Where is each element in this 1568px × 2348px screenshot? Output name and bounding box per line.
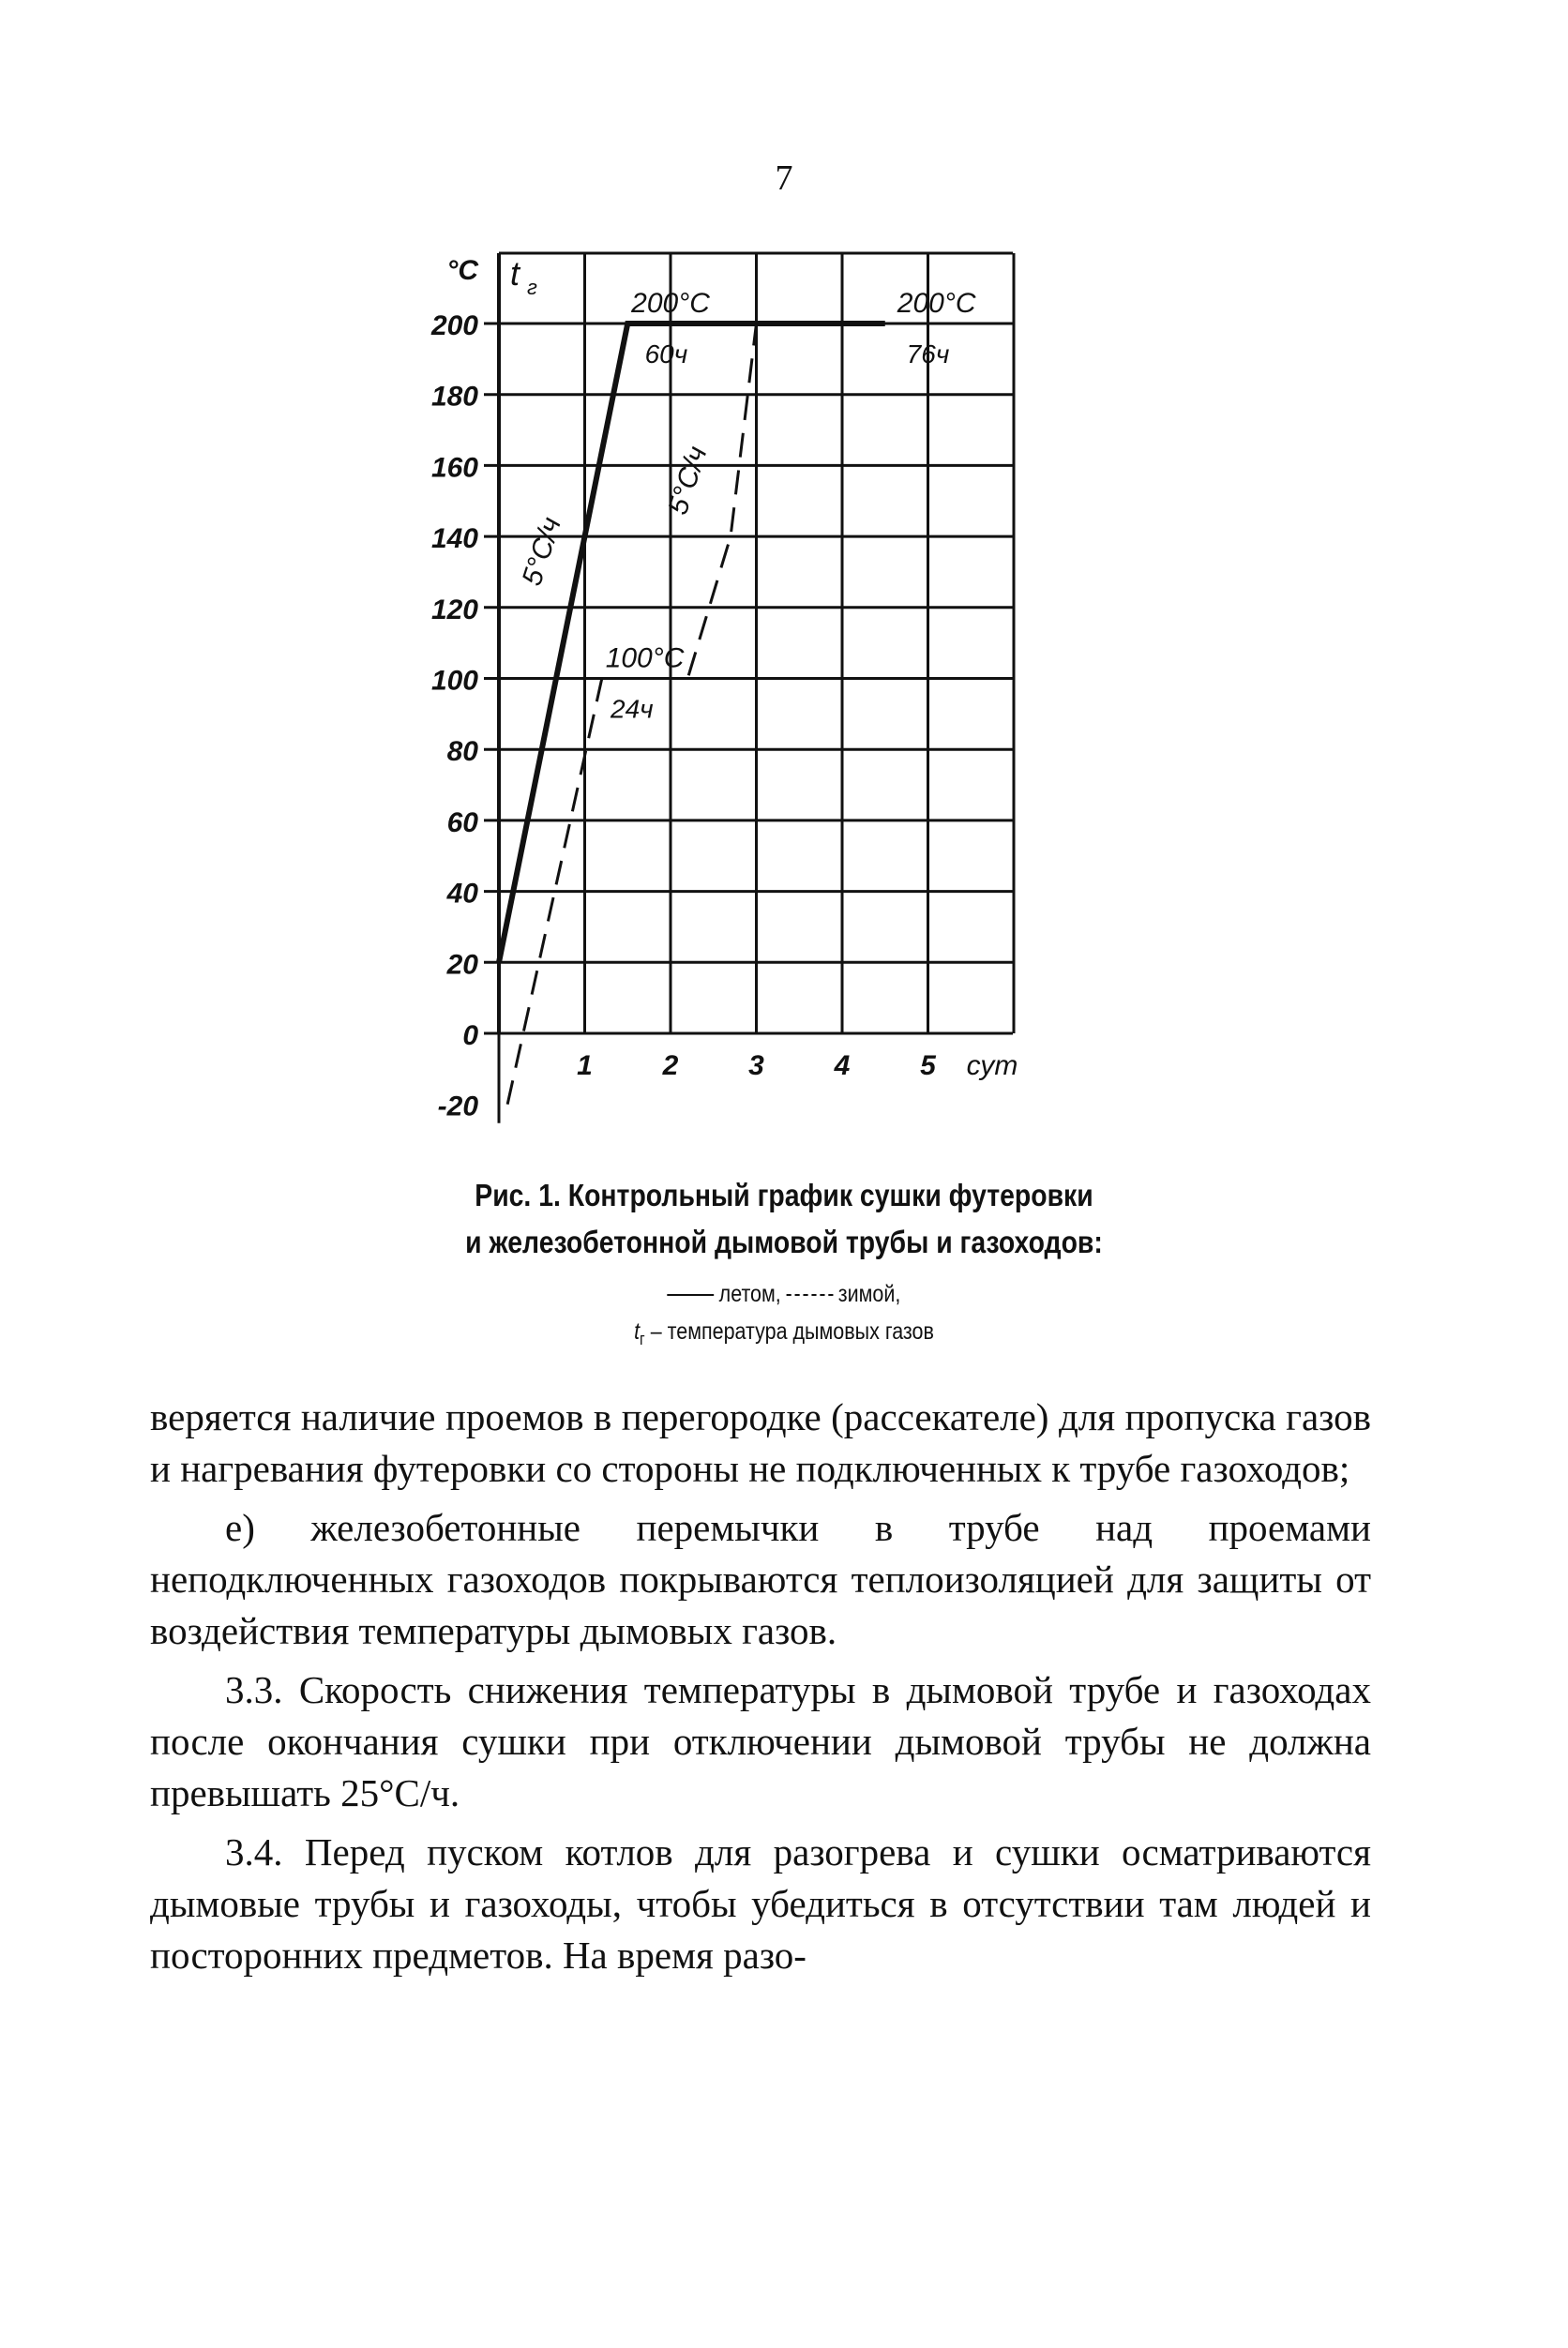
paragraph-3: 3.3. Скорость снижения температуры в дымовой трубе и газоходах после окончания сушки при отключении дымовой трубы не должна превышать 25°С/ч.	[150, 1668, 1371, 1814]
y-symbol-sub: г	[527, 276, 537, 299]
y-tick-label: 20	[446, 949, 478, 981]
y-tick-label: 180	[430, 381, 478, 413]
summer-plateau-temp-label: 200°C	[631, 288, 710, 319]
caption-line-1: Рис. 1. Контрольный график сушки футеровки	[475, 1178, 1093, 1212]
y-tick-label: 200	[430, 310, 478, 341]
paragraph-2: е) железобетонные перемычки в трубе над проемами неподключенных газоходов покрываются теплоизоляцией для защиты от воздействия температуры дымовых газов.	[150, 1506, 1371, 1652]
y-unit-label: °C	[446, 255, 478, 286]
chart-grid	[484, 253, 1014, 1123]
winter-hold-temp-label: 100°C	[605, 642, 685, 674]
chart-series	[499, 324, 885, 1105]
winter-plateau-time-label: 76ч	[906, 339, 950, 369]
y-tick-label: 100	[430, 665, 478, 697]
paragraph-4: 3.4. Перед пуском котлов для разогрева и сушки осматриваются дымовые трубы и газоходы, чтобы убедиться в отсутствии там людей и посторонних предметов. На время разо-	[150, 1830, 1371, 1977]
y-symbol-label: t	[510, 254, 520, 293]
rate-summer-label: 5°C/ч	[516, 513, 568, 590]
y-tick-label: 80	[446, 736, 478, 768]
series-winter	[507, 324, 885, 1105]
y-tick-label: -20	[437, 1091, 478, 1122]
y-tick-label: 0	[462, 1020, 478, 1051]
series-summer	[499, 324, 885, 962]
x-tick-label: 2	[662, 1050, 679, 1081]
caption-line-2: и железобетонной дымовой трубы и газоходов:	[465, 1225, 1103, 1259]
figure-caption-title	[110, 1172, 1458, 1266]
summer-plateau-time-label: 60ч	[644, 339, 688, 369]
y-tick-labels	[430, 254, 537, 1122]
dashed-line-swatch	[787, 1294, 834, 1296]
figure-legend	[110, 1275, 1458, 1358]
legend-symbol: t	[634, 1318, 641, 1345]
x-tick-label: 1	[577, 1050, 593, 1081]
drying-schedule-chart	[413, 225, 1125, 1125]
y-tick-label: 120	[430, 594, 478, 625]
y-tick-label: 60	[446, 806, 478, 838]
rate-winter-label: 5°C/ч	[662, 442, 714, 519]
winter-plateau-temp-label: 200°C	[897, 288, 976, 319]
legend-symbol-desc: – температура дымовых газов	[650, 1318, 934, 1345]
legend-summer: летом,	[718, 1281, 781, 1307]
x-tick-label: 5	[920, 1050, 936, 1081]
y-tick-label: 160	[430, 452, 478, 484]
x-tick-label: 3	[748, 1050, 764, 1081]
legend-line-1	[110, 1275, 1458, 1313]
y-tick-label: 40	[446, 878, 478, 910]
x-unit-label: сут	[966, 1050, 1018, 1081]
legend-line-2	[110, 1313, 1458, 1358]
body-text	[150, 1392, 1371, 1989]
x-tick-labels	[577, 1050, 1018, 1081]
legend-winter: зимой,	[837, 1281, 901, 1307]
legend-symbol-sub: г	[640, 1330, 645, 1348]
winter-hold-time-label: 24ч	[611, 694, 654, 724]
y-tick-label: 140	[430, 523, 478, 555]
paragraph-1: веряется наличие проемов в перегородке (рассекателе) для пропуска газов и нагревания футеровки со стороны не подключенных к трубе газоходов;	[150, 1395, 1371, 1490]
page-number: 7	[775, 158, 793, 198]
solid-line-swatch	[668, 1294, 715, 1296]
x-tick-label: 4	[834, 1050, 851, 1081]
